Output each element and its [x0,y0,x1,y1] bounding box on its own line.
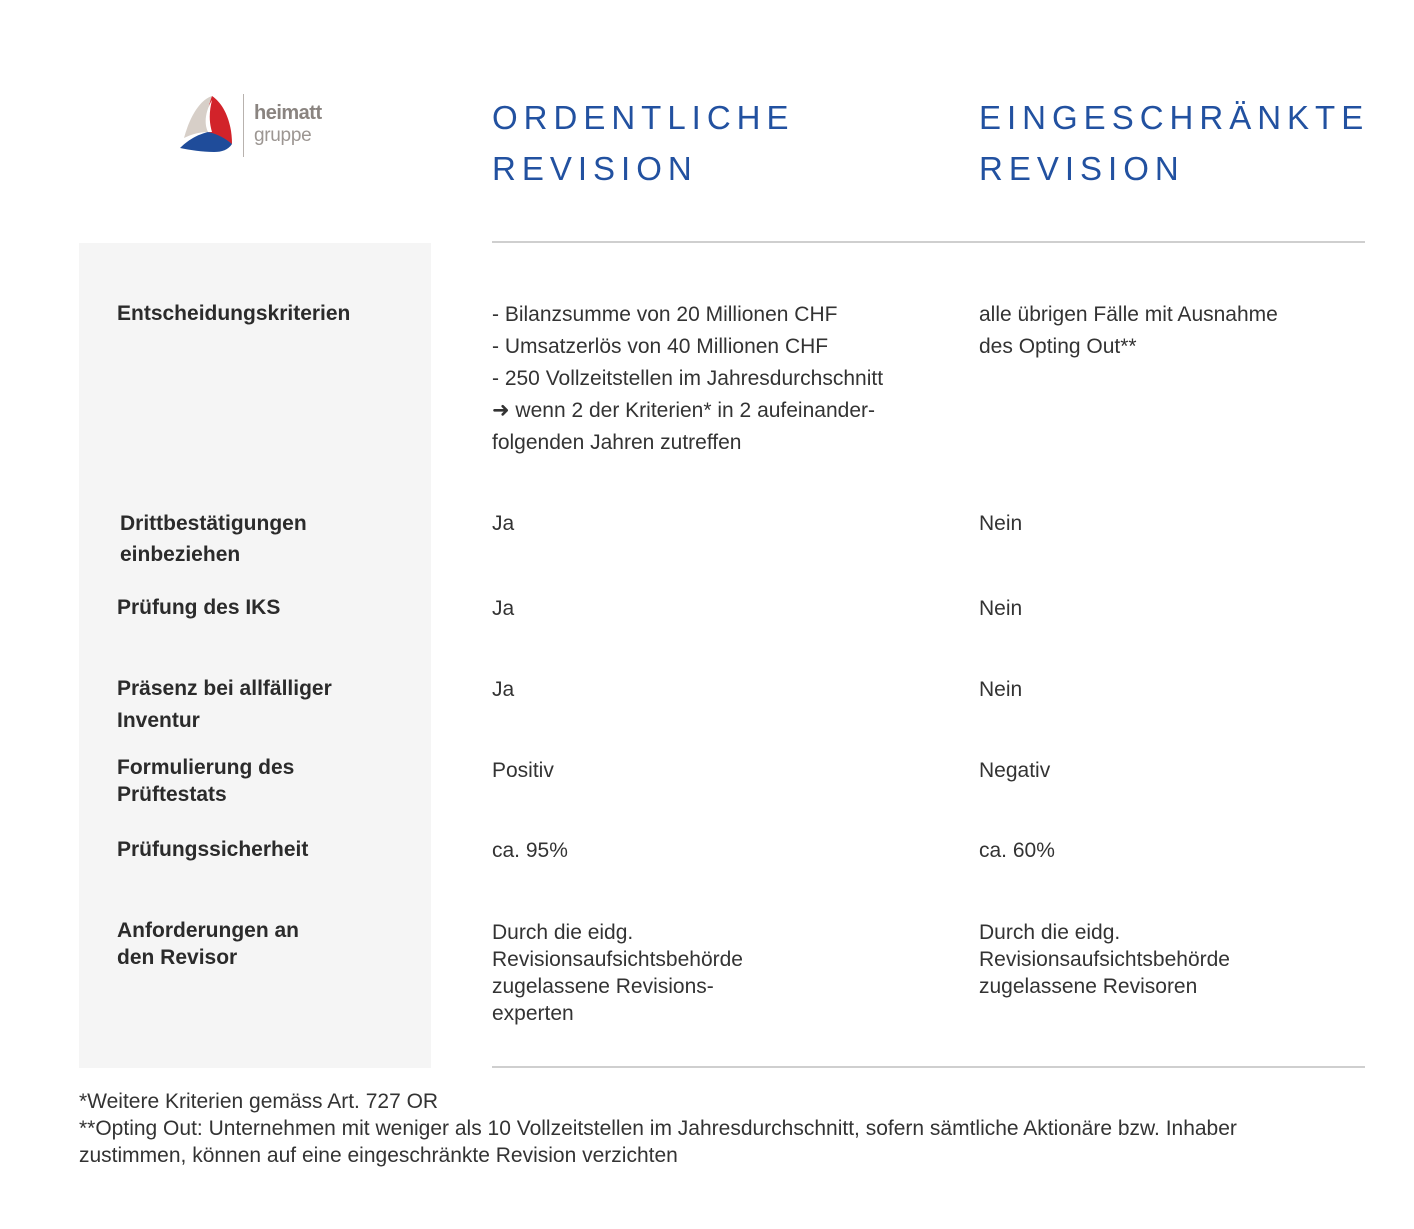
footnote-kriterien: *Weitere Kriterien gemäss Art. 727 OR [79,1090,439,1113]
row-label-pruefung-iks: Prüfung des IKS [117,596,281,619]
cell-eingeschraenkte-entscheidungskriterien: alle übrigen Fälle mit Ausnahme des Opting Out** [979,303,1278,358]
heading-eingeschraenkte-revision: EINGESCHRÄNKTE REVISION [979,99,1370,187]
cell-eingeschraenkte-formulierung: Negativ [979,759,1051,782]
cell-eingeschraenkte-pruefungssicherheit: ca. 60% [979,839,1055,862]
footnotes [79,1088,1379,1169]
row-label-entscheidungskriterien: Entscheidungskriterien [117,302,351,325]
cell-ordentliche-drittbestaetigungen: Ja [492,512,515,535]
cell-ordentliche-praesenz-inventur: Ja [492,678,515,701]
row-label-anforderungen-revisor: Anforderungen an den Revisor [117,919,299,969]
row-label-drittbestaetigungen: Drittbestätigungen einbeziehen [120,512,307,566]
logo-divider [243,94,244,157]
row-label-pruefungssicherheit: Prüfungssicherheit [117,838,309,861]
logo-text-gruppe: gruppe [254,125,312,146]
cell-eingeschraenkte-pruefung-iks: Nein [979,597,1023,620]
cell-ordentliche-entscheidungskriterien: - Bilanzsumme von 20 Millionen CHF - Umsatzerlös von 40 Millionen CHF - 250 Vollzeitstellen im Jahresdurchschnitt ➜ wenn 2 der Kriterien* in 2 aufeinander- folgenden Jahren zutreffen [492,303,884,454]
cell-eingeschraenkte-anforderungen: Durch die eidg. Revisionsaufsichtsbehörde zugelassene Revisoren [979,921,1230,998]
cell-ordentliche-pruefungssicherheit: ca. 95% [492,839,568,862]
footnote-opting-out-cont: zustimmen, können auf eine eingeschränkte Revision verzichten [79,1144,678,1167]
cell-eingeschraenkte-praesenz-inventur: Nein [979,678,1023,701]
row-label-formulierung-prueftestat: Formulierung des Prüftestats [117,756,295,806]
row-label-praesenz-inventur: Präsenz bei allfälliger Inventur [117,677,332,732]
heading-ordentliche-revision: ORDENTLICHE REVISION [492,99,795,187]
table-bottom-rule [492,1066,1365,1068]
cell-ordentliche-pruefung-iks: Ja [492,597,515,620]
cell-ordentliche-anforderungen: Durch die eidg. Revisionsaufsichtsbehörde zugelassene Revisions- experten [492,921,743,1025]
footnote-opting-out: **Opting Out: Unternehmen mit weniger als 10 Vollzeitstellen im Jahresdurchschnitt, sofern sämtliche Aktionäre bzw. Inhaber [79,1117,1237,1140]
cell-ordentliche-formulierung: Positiv [492,759,554,782]
cell-eingeschraenkte-drittbestaetigungen: Nein [979,512,1023,535]
logo-mark-icon [178,94,236,154]
heimatt-gruppe-logo [178,94,338,158]
logo-text-heimatt: heimatt [254,102,322,124]
table-top-rule [492,241,1365,243]
